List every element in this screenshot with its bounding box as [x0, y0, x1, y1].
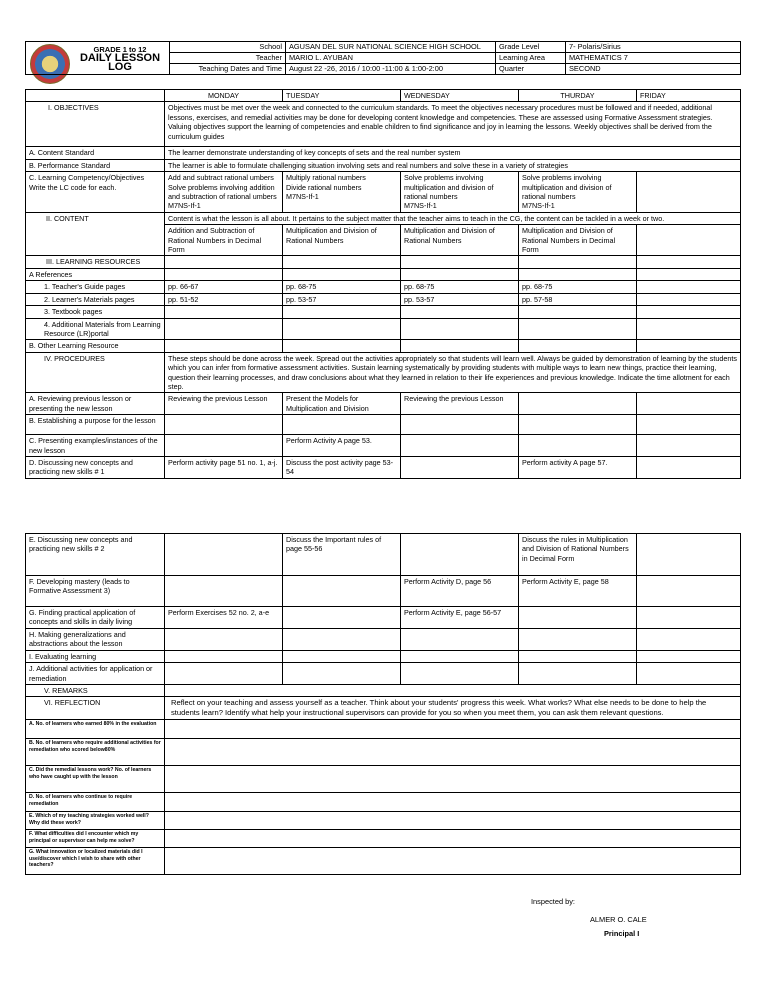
reflection-answer-c: [165, 766, 741, 793]
proc-c-label: C. Presenting examples/instances of the new lesson: [26, 435, 165, 457]
content-friday: [637, 225, 741, 256]
tg-tuesday: pp. 68-75: [283, 281, 401, 293]
proc-e-tuesday: Discuss the Important rules of page 55-56: [283, 534, 401, 576]
cell: [165, 256, 283, 268]
proc-a-tuesday: Present the Models for Multiplication and Division: [283, 393, 401, 415]
cell: [283, 340, 401, 352]
dates-value: August 22 -26, 2016 / 10:00 -11:00 & 1:00-2:00: [286, 64, 496, 75]
reflection-answer-e: [165, 812, 741, 830]
proc-c-tuesday: Perform Activity A page 53.: [283, 435, 401, 457]
lm-monday: pp. 51-52: [165, 293, 283, 305]
cell: [401, 435, 519, 457]
cell: [519, 268, 637, 280]
cell: [165, 318, 283, 340]
proc-a-wednesday: Reviewing the previous Lesson: [401, 393, 519, 415]
cell: [165, 650, 283, 662]
dates-label: Teaching Dates and Time: [170, 64, 286, 75]
inspected-by-label: Inspected by:: [531, 897, 575, 906]
cell: [637, 534, 741, 576]
proc-g-label: G. Finding practical application of concepts and skills in daily living: [26, 607, 165, 629]
competency-wednesday: Solve problems involving multiplication and division of rational numbers M7NS-If-1: [401, 172, 519, 213]
reflection-item-b: B. No. of learners who require additional activities for remediation who scored below80%: [26, 739, 165, 766]
principal-name: ALMER O. CALE: [590, 915, 647, 924]
quarter-label: Quarter: [496, 64, 566, 75]
content-label: II. CONTENT: [26, 212, 165, 256]
cell: [519, 318, 637, 340]
reflection-item-d: D. No. of learners who continue to require remediation: [26, 793, 165, 812]
reflection-answer-f: [165, 830, 741, 848]
cell: [519, 393, 637, 415]
cell: [283, 415, 401, 435]
reflection-label: VI. REFLECTION: [26, 697, 165, 720]
content-standard-text: The learner demonstrate understanding of key concepts of sets and the real number system: [165, 147, 741, 159]
proc-a-monday: Reviewing the previous Lesson: [165, 393, 283, 415]
competency-monday: Add and subtract rational umbers Solve problems involving addition and subtraction of rational umbers M7NS-If-1: [165, 172, 283, 213]
cell: [283, 607, 401, 629]
content-text: Content is what the lesson is all about. It pertains to the subject matter that the teacher aims to teach in the CG, the content can be tackled in a week or two.: [165, 212, 741, 224]
procedures-text: These steps should be done across the week. Spread out the activities appropriately so that students will learn well. Always be guided by demonstration of learning by the students which you can infer from formative assessment activities. Sustain learning systematically by providing students with multiple ways to learn new things, practice their learning, question their learning processes, and draw conclusions about what they learned in relation to their life experiences and previous knowledge. Indicate the time allotment for each step.: [165, 352, 741, 393]
cell: [401, 318, 519, 340]
cell: [401, 256, 519, 268]
content-standard-label: A. Content Standard: [26, 147, 165, 159]
objectives-text: Objectives must be met over the week and connected to the curriculum standards. To meet the objectives necessary procedures must be followed and if needed, additional lessons, exercises, and remedial activities may be done for developing content knowledge and competencies. These are assessed using Formative Assessment strategies. Valuing objectives support the learning of competencies and enable children to find significance and joy in learning the lessons. Weekly objectives shall be derived from the curriculum guides: [165, 102, 741, 147]
day-friday: FRIDAY: [637, 90, 741, 102]
document-title: DAILY LESSON LOG: [79, 51, 161, 73]
cell: [283, 629, 401, 651]
proc-e-thursday: Discuss the rules in Multiplication and Division of Rational Numbers in Decimal Form: [519, 534, 637, 576]
tg-wednesday: pp. 68-75: [401, 281, 519, 293]
cell: [283, 318, 401, 340]
cell: [401, 415, 519, 435]
cell: [519, 340, 637, 352]
cell: [165, 435, 283, 457]
proc-f-wednesday: Perform Activity D, page 56: [401, 576, 519, 607]
cell: [401, 663, 519, 685]
cell: [165, 415, 283, 435]
cell: [637, 256, 741, 268]
lesson-table-part2: [25, 533, 741, 875]
day-tuesday: TUESDAY: [283, 90, 401, 102]
cell: [165, 268, 283, 280]
resources-label: III. LEARNING RESOURCES: [26, 256, 165, 268]
performance-standard-text: The learner is able to formulate challenging situation involving sets and real numbers and solve these in a variety of strategies: [165, 159, 741, 171]
cell: [401, 268, 519, 280]
proc-f-label: F. Developing mastery (leads to Formative Assessment 3): [26, 576, 165, 607]
cell: [637, 629, 741, 651]
cell: [519, 663, 637, 685]
cell: [637, 415, 741, 435]
cell: [637, 340, 741, 352]
competency-tuesday: Multiply rational numbers Divide rational numbers M7NS-If-1: [283, 172, 401, 213]
cell: [401, 340, 519, 352]
proc-g-wednesday: Perform Activity E, page 56-57: [401, 607, 519, 629]
day-wednesday: WEDNESDAY: [401, 90, 519, 102]
cell: [637, 607, 741, 629]
tg-monday: pp. 66-67: [165, 281, 283, 293]
cell: [165, 576, 283, 607]
content-monday: Addition and Subtraction of Rational Numbers in Decimal Form: [165, 225, 283, 256]
grade-range: GRADE 1 to 12: [93, 44, 147, 54]
reflection-item-c: C. Did the remedial lessons work? No. of learners who have caught up with the lesson: [26, 766, 165, 793]
remarks-value: [165, 685, 741, 697]
reflection-text: Reflect on your teaching and assess yourself as a teacher. Think about your students' progress this week. What works? What else needs to be done to help the students learn? Identify what help your instructional supervisors can provide for you so when you meet them, you can ask them relevant questions.: [165, 697, 741, 720]
cell: [401, 306, 519, 318]
proc-e-label: E. Discussing new concepts and practicing new skills # 2: [26, 534, 165, 576]
proc-d-label: D. Discussing new concepts and practicing new skills # 1: [26, 456, 165, 478]
teacher-value: MARIO L. AYUBAN: [286, 53, 496, 64]
cell: [637, 306, 741, 318]
cell: [283, 268, 401, 280]
cell: [519, 629, 637, 651]
reflection-item-f: F. What difficulties did I encounter which my principal or supervisor can help me solve?: [26, 830, 165, 848]
school-label: School: [170, 42, 286, 53]
cell: [283, 306, 401, 318]
competency-thursday: Solve problems involving multiplication and division of rational numbers M7NS-If-1: [519, 172, 637, 213]
cell: [401, 456, 519, 478]
reflection-answer-d: [165, 793, 741, 812]
proc-f-thursday: Perform Activity E, page 58: [519, 576, 637, 607]
tg-thursday: pp. 68-75: [519, 281, 637, 293]
cell: [519, 306, 637, 318]
reflection-answer-b: [165, 739, 741, 766]
procedures-label: IV. PROCEDURES: [26, 352, 165, 393]
cell: [519, 256, 637, 268]
cell: [519, 607, 637, 629]
cell: [519, 650, 637, 662]
content-tuesday: Multiplication and Division of Rational Numbers: [283, 225, 401, 256]
teacher-label: Teacher: [170, 53, 286, 64]
content-thursday: Multiplication and Division of Rational Numbers in Decimal Form: [519, 225, 637, 256]
lr-portal-label: 4. Additional Materials from Learning Resource (LR)portal: [26, 318, 165, 340]
cell: [519, 415, 637, 435]
cell: [165, 629, 283, 651]
cell: [519, 435, 637, 457]
cell: [401, 650, 519, 662]
reflection-item-g: G. What innovation or localized materials did I use/discover which I wish to share with other teachers?: [26, 848, 165, 875]
cell: [637, 393, 741, 415]
proc-b-label: B. Establishing a purpose for the lesson: [26, 415, 165, 435]
header-title-cell: [26, 42, 170, 75]
learners-materials-label: 2. Learner's Materials pages: [26, 293, 165, 305]
reflection-item-a: A. No. of learners who earned 80% in the evaluation: [26, 720, 165, 739]
proc-j-label: J. Additional activities for application or remediation: [26, 663, 165, 685]
proc-d-tuesday: Discuss the post activity page 53-54: [283, 456, 401, 478]
competency-label: C. Learning Competency/Objectives Write the LC code for each.: [26, 172, 165, 213]
cell: [637, 281, 741, 293]
empty-corner: [26, 90, 165, 102]
cell: [637, 663, 741, 685]
objectives-label: I. OBJECTIVES: [26, 102, 165, 147]
textbook-label: 3. Textbook pages: [26, 306, 165, 318]
cell: [401, 629, 519, 651]
lm-wednesday: pp. 53-57: [401, 293, 519, 305]
cell: [637, 293, 741, 305]
cell: [637, 650, 741, 662]
cell: [283, 576, 401, 607]
cell: [637, 456, 741, 478]
lesson-table-part1: [25, 89, 741, 479]
day-monday: MONDAY: [165, 90, 283, 102]
competency-friday: [637, 172, 741, 213]
learning-area-label: Learning Area: [496, 53, 566, 64]
grade-level-label: Grade Level: [496, 42, 566, 53]
remarks-label: V. REMARKS: [26, 685, 165, 697]
proc-g-monday: Perform Exercises 52 no. 2, a-e: [165, 607, 283, 629]
school-value: AGUSAN DEL SUR NATIONAL SCIENCE HIGH SCHOOL: [286, 42, 496, 53]
cell: [283, 256, 401, 268]
cell: [283, 663, 401, 685]
proc-i-label: I. Evaluating learning: [26, 650, 165, 662]
reflection-item-e: E. Which of my teaching strategies worked well? Why did these work?: [26, 812, 165, 830]
proc-a-label: A. Reviewing previous lesson or presenting the new lesson: [26, 393, 165, 415]
reflection-answer-a: [165, 720, 741, 739]
cell: [637, 318, 741, 340]
cell: [165, 663, 283, 685]
proc-d-monday: Perform activity page 51 no. 1, a-j.: [165, 456, 283, 478]
other-resource-label: B. Other Learning Resource: [26, 340, 165, 352]
header-table: [25, 41, 741, 75]
content-wednesday: Multiplication and Division of Rational Numbers: [401, 225, 519, 256]
reflection-answer-g: [165, 848, 741, 875]
cell: [283, 650, 401, 662]
cell: [165, 534, 283, 576]
cell: [165, 340, 283, 352]
principal-position: Principal I: [604, 929, 640, 938]
proc-h-label: H. Making generalizations and abstractions about the lesson: [26, 629, 165, 651]
lm-tuesday: pp. 53-57: [283, 293, 401, 305]
lm-thursday: pp. 57-58: [519, 293, 637, 305]
cell: [637, 435, 741, 457]
proc-d-thursday: Perform activity A page 57.: [519, 456, 637, 478]
learning-area-value: MATHEMATICS 7: [566, 53, 741, 64]
teachers-guide-label: 1. Teacher's Guide pages: [26, 281, 165, 293]
quarter-value: SECOND: [566, 64, 741, 75]
grade-level-value: 7- Polaris/Sirius: [566, 42, 741, 53]
cell: [165, 306, 283, 318]
cell: [401, 534, 519, 576]
cell: [637, 268, 741, 280]
day-thursday: THURDAY: [519, 90, 637, 102]
performance-standard-label: B. Performance Standard: [26, 159, 165, 171]
references-label: A References: [26, 268, 165, 280]
cell: [637, 576, 741, 607]
